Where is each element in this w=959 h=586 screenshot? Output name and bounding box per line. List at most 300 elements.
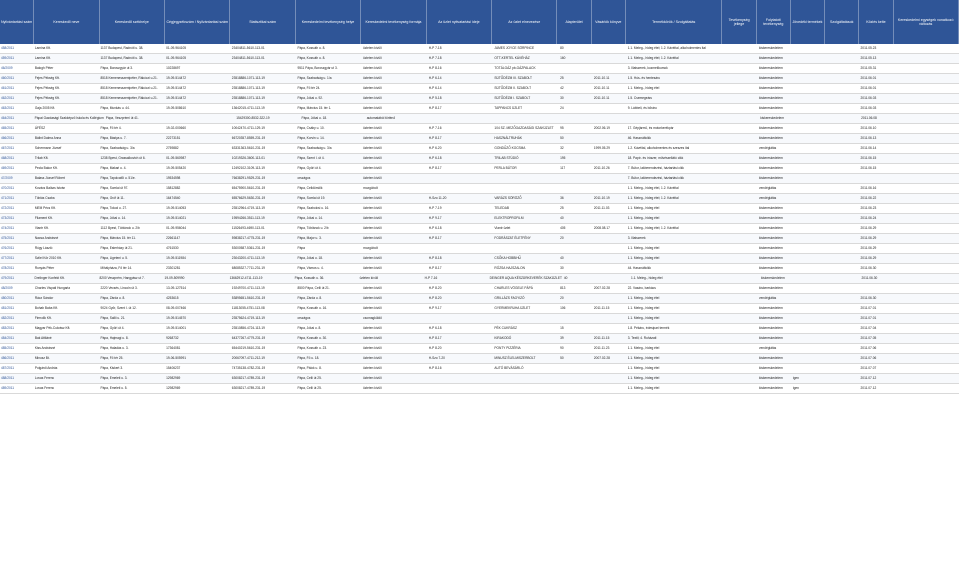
table-cell: Magyar Pék-Cukrász Kft. xyxy=(34,326,71,330)
table-cell: Pápa, Vámos u. 4. xyxy=(297,266,324,270)
table-cell: 1.1. Meleg-, hideg étel xyxy=(627,346,660,350)
table-cell: Pápa, Bástya u. 7. xyxy=(100,136,127,140)
table-cell: üzleten kívüli xyxy=(363,66,382,70)
table-cell xyxy=(893,304,959,313)
table-cell xyxy=(724,354,758,363)
table-cell: Pápa, Celli út 25. xyxy=(297,376,322,380)
column-header: Statisztikai szám xyxy=(230,0,295,44)
table-cell: 2011.06.15 xyxy=(860,166,877,170)
table-cell: 2008.08.17 xyxy=(593,226,610,230)
table-cell xyxy=(724,94,758,103)
table-cell xyxy=(792,164,826,173)
table-cell xyxy=(826,124,860,133)
table-cell xyxy=(827,274,861,283)
table-cell: kiskereskedelem xyxy=(760,116,784,120)
table-cell: H-P 8-18 xyxy=(428,256,442,260)
table-cell: 2011.07.12 xyxy=(860,376,877,380)
table-cell: H-P 8-17 xyxy=(428,236,442,240)
table-cell xyxy=(559,184,593,193)
table-cell xyxy=(724,164,758,173)
table-cell: 90 xyxy=(560,346,564,350)
table-row xyxy=(0,214,959,224)
table-cell xyxy=(894,114,959,123)
table-cell: Schermann József xyxy=(34,146,62,150)
table-cell: 32 xyxy=(560,146,564,150)
table-row xyxy=(0,304,959,314)
table-cell: H-Szo 11-20 xyxy=(428,196,447,200)
table-cell: Bohab Baba Kft. xyxy=(34,306,59,310)
table-cell: JAMES JOYCE SÖRPINCE xyxy=(494,46,535,50)
table-row xyxy=(0,114,959,124)
table-cell: RÓZSA HAJSZALON xyxy=(494,266,525,270)
table-cell xyxy=(724,244,758,253)
table-cell xyxy=(593,184,627,193)
table-cell: Pápa, Tokod u. 27. xyxy=(100,206,128,210)
table-cell: kiskereskedelem xyxy=(759,176,783,180)
table-cell xyxy=(428,384,494,393)
table-cell: MEM Pécs Kft. xyxy=(34,206,56,210)
table-cell: 2007.02.28 xyxy=(593,356,610,360)
table-cell: üzleten kívüli xyxy=(363,266,382,270)
table-cell: 2011.11.03 xyxy=(593,206,610,210)
table-cell xyxy=(792,244,826,253)
table-cell: 23512964-4719-113-19 xyxy=(231,206,265,210)
table-cell: üzleten kívüli xyxy=(363,146,382,150)
table-cell: kiskereskedelem xyxy=(759,356,783,360)
table-cell: 2011.07.06 xyxy=(860,356,877,360)
table-cell xyxy=(792,84,826,93)
table-cell: 2011.06.13 xyxy=(860,136,877,140)
table-cell: AUTÓ BEVÁSÁRLÓ xyxy=(494,366,524,370)
table-cell xyxy=(170,114,235,123)
table-cell: 12492102-3109-113-19 xyxy=(231,166,265,170)
table-cell: 2011.10.19 xyxy=(593,196,610,200)
table-cell xyxy=(792,354,826,363)
table-cell: 2011.05.13 xyxy=(860,56,877,60)
table-cell: 36 xyxy=(560,196,564,200)
table-cell: TOTÁLGÁZ pb-GÁZPALACK xyxy=(494,66,536,70)
table-cell xyxy=(826,174,860,183)
table-cell: 19-09-514053 xyxy=(166,206,186,210)
table-row xyxy=(0,54,959,64)
table-cell: Pápa, Jókai u. 92. xyxy=(297,96,323,100)
table-cell: Fejes Pékség Kft. xyxy=(34,86,60,90)
table-cell xyxy=(724,374,758,383)
table-row xyxy=(0,364,959,374)
table-cell: 20 xyxy=(560,236,564,240)
table-cell xyxy=(893,204,959,213)
table-row xyxy=(0,354,959,364)
table-cell: 2011.07.04 xyxy=(860,326,877,330)
table-cell: Pápa, Jókai u. 8. xyxy=(297,326,322,330)
table-cell: Pápa, Kossuth u. 8. xyxy=(297,46,326,50)
table-cell xyxy=(724,84,758,93)
table-cell xyxy=(629,114,726,123)
table-cell: 16474540 xyxy=(166,196,181,200)
table-cell: kiskereskedelem xyxy=(759,156,783,160)
table-cell: 459/2011 xyxy=(1,56,15,60)
table-cell xyxy=(724,264,758,273)
table-cell: 10228697 xyxy=(166,66,181,70)
table-cell xyxy=(894,274,959,283)
table-cell: Charles Vispati Hungaria xyxy=(34,286,71,290)
table-cell: H-P 7-18 xyxy=(428,56,442,60)
table-cell: Fejes Pékség Kft. xyxy=(34,76,60,80)
table-cell: OTT-KERTEL KÁVÉHÁZ xyxy=(494,56,530,60)
table-cell: 1.1. Meleg-, hideg étel xyxy=(627,246,660,250)
table-cell: üzleten kívüli xyxy=(363,336,382,340)
table-cell: Pápa, Szabolcsi u. 16. xyxy=(297,206,330,210)
table-cell: Pápa, Celli út 25. xyxy=(297,386,322,390)
table-row xyxy=(0,274,959,284)
table-cell: 19-09-505420 xyxy=(166,166,186,170)
table-cell xyxy=(724,384,758,393)
table-cell: Pápa, Március 15. tér 1. xyxy=(297,106,332,110)
table-cell: 18. Papír- és írószer, művészellátó cikk xyxy=(627,156,684,160)
table-cell: 487/2011 xyxy=(1,366,15,370)
table-cell: 17364081 xyxy=(166,346,181,350)
table-cell: 39 xyxy=(560,336,564,340)
table-cell: 2011.06.16 xyxy=(860,186,877,190)
table-cell xyxy=(724,184,758,193)
table-cell xyxy=(428,184,494,193)
table-cell xyxy=(792,314,826,323)
table-cell: üzleten kívüli xyxy=(363,386,382,390)
table-cell: 405 xyxy=(560,226,566,230)
table-cell xyxy=(593,54,627,63)
table-cell: 2011.06.29 xyxy=(860,246,877,250)
table-cell xyxy=(724,364,758,373)
table-cell xyxy=(826,194,860,203)
table-cell xyxy=(792,204,826,213)
table-cell: H-P 6-14 xyxy=(428,86,442,90)
table-cell: 19594266-3511-113-19 xyxy=(231,216,265,220)
table-cell: 1999.05.29 xyxy=(593,146,610,150)
table-cell xyxy=(893,94,959,103)
table-cell: 40 xyxy=(563,276,568,280)
table-row xyxy=(0,94,959,104)
table-cell: üzleten kívüli xyxy=(363,196,382,200)
table-cell xyxy=(792,344,826,353)
table-cell: 23575624-4719-113-19 xyxy=(231,316,265,320)
table-cell xyxy=(496,114,561,123)
table-cell xyxy=(860,284,894,293)
table-cell: 65475900-5610-231-19 xyxy=(231,186,266,190)
table-cell: 2011.10.26 xyxy=(593,166,610,170)
table-cell: kiskereskedelem xyxy=(759,96,783,100)
table-cell: 468/2011 xyxy=(1,156,15,160)
table-cell: Lovas Ferenc xyxy=(34,386,55,390)
table-row xyxy=(0,184,959,194)
table-cell: Pápa, Győri út 4. xyxy=(100,326,125,330)
table-row xyxy=(0,134,959,144)
table-cell xyxy=(593,244,627,253)
table-cell xyxy=(593,374,627,383)
table-cell: 483/2011 xyxy=(1,326,15,330)
table-cell: 66720357-8559-231-19 xyxy=(231,136,266,140)
table-cell: kiskereskedelem xyxy=(759,366,783,370)
table-cell: VARÁZS SÖRÖZŐ xyxy=(494,196,522,200)
column-header: Vásárlók könyve xyxy=(592,0,626,44)
column-header: Termékkörök / Szolgáltatás xyxy=(626,0,723,44)
table-cell: Pápa, Fő tér 24. xyxy=(297,86,321,90)
table-cell xyxy=(893,384,959,393)
table-cell: 3. Illatszerek, kozmetikumok xyxy=(627,66,668,70)
table-cell: üzleten kívüli xyxy=(363,376,382,380)
table-cell: Pápa, Fő tér 25. xyxy=(100,356,124,360)
table-cell xyxy=(724,194,758,203)
table-cell: 13-09-127514 xyxy=(166,286,186,290)
table-cell: 1137 Budapest, Radnóti u. 38. xyxy=(100,46,144,50)
table-cell: 24 xyxy=(560,106,564,110)
table-cell: 13662912-4711-113-19 xyxy=(229,276,263,280)
table-cell: 23404811-5610-113-01 xyxy=(231,46,265,50)
table-cell xyxy=(792,154,826,163)
table-cell: 813 xyxy=(560,286,566,290)
table-cell xyxy=(893,244,959,253)
table-cell: vendéglátás xyxy=(759,296,777,300)
table-cell xyxy=(792,44,826,53)
table-cell: 15812882 xyxy=(166,186,181,190)
table-cell xyxy=(893,124,959,133)
table-cell: 2011.07.07 xyxy=(860,366,877,370)
table-cell: Pápa, Tapolcafői u. 51/e. xyxy=(100,176,136,180)
table-cell xyxy=(428,314,494,323)
table-cell xyxy=(593,324,627,333)
table-cell: DEINGER AQUA KÉSZÜRKEVERÉK SZAKÜZLET xyxy=(489,276,562,280)
table-cell xyxy=(595,114,629,123)
table-row xyxy=(0,204,959,214)
table-cell: Trilab Kft. xyxy=(34,156,49,160)
table-cell: PONTY PIZZÉRIA xyxy=(494,346,521,350)
table-cell: 3. Illatszerek xyxy=(627,236,646,240)
table-cell xyxy=(893,234,959,243)
table-cell: 17. Gépjármű, és motorkerékpár xyxy=(627,126,674,130)
table-cell: kiskereskedelem xyxy=(759,66,783,70)
column-header: Az üzlet elnevezése xyxy=(492,0,557,44)
table-cell xyxy=(893,64,959,73)
table-row xyxy=(0,334,959,344)
table-cell xyxy=(826,224,860,233)
table-cell xyxy=(428,174,494,183)
table-cell: 25 xyxy=(560,76,564,80)
table-cell: országos xyxy=(297,176,311,180)
table-cell xyxy=(893,364,959,373)
table-cell xyxy=(893,334,959,343)
table-cell xyxy=(231,64,297,73)
table-cell: ELEKTROPROFILM xyxy=(494,216,524,220)
table-cell: üzleten kívüli xyxy=(363,256,382,260)
table-cell: üzleten kívüli xyxy=(363,206,382,210)
table-cell xyxy=(724,344,758,353)
table-cell: H-P 8-20 xyxy=(428,286,442,290)
table-cell: 63008217-4789-231-19 xyxy=(231,376,266,380)
table-cell: 485/2011 xyxy=(1,346,15,350)
table-cell: 2011.07.01 xyxy=(860,316,877,320)
table-cell: 19-09-508610 xyxy=(166,106,186,110)
table-cell: Kiss Andrásné xyxy=(34,346,56,350)
table-cell: Pápa, Somlai út 19. xyxy=(297,196,326,200)
table-cell: 47/2009 xyxy=(1,176,13,180)
table-cell: 195 xyxy=(560,156,566,160)
table-cell: kiskereskedelem xyxy=(759,226,783,230)
table-cell: CHARLES VÖGELE PÁPÁ xyxy=(494,286,533,290)
table-cell: 2011.06.29 xyxy=(860,226,877,230)
table-cell: kiskereskedelem xyxy=(759,286,783,290)
table-cell: MINUSZ ÉLELMISZERBOLT xyxy=(494,356,536,360)
table-row xyxy=(0,284,959,294)
table-cell: H-P 9-17 xyxy=(428,216,442,220)
table-cell: 19-06-505991 xyxy=(166,356,186,360)
table-cell: Pápa, Szabadság u. 3/a xyxy=(100,146,135,150)
table-cell: 2011.07.05 xyxy=(860,336,877,340)
table-cell: 466/2011 xyxy=(1,136,15,140)
table-cell xyxy=(724,44,758,53)
table-cell: Rúgy László xyxy=(34,246,53,250)
table-cell: 53000587-5361-231-19 xyxy=(231,246,266,250)
table-cell: H-P 8-16 xyxy=(428,366,442,370)
table-cell: 9024 Győr, Szent I. út 12. xyxy=(100,306,137,310)
table-cell: 50 xyxy=(560,136,564,140)
table-cell: 10219326-3600-113-01 xyxy=(231,156,265,160)
table-cell: 40 xyxy=(560,216,564,220)
table-cell: H-P 7-18 xyxy=(428,46,442,50)
table-cell: üzleten kívüli xyxy=(363,216,382,220)
table-cell: 1.5. Csemegeáru xyxy=(627,96,653,100)
table-cell: kiskereskedelem xyxy=(759,136,783,140)
table-cell xyxy=(893,184,959,193)
table-cell xyxy=(561,114,595,123)
table-cell: üzleten kívüli xyxy=(363,56,382,60)
table-cell: H-P 6-20 xyxy=(428,146,442,150)
table-cell: 19249700-4711-113-19 xyxy=(231,286,265,290)
table-cell: TRILAB STÚDIÓ xyxy=(494,156,519,160)
table-cell: üzleten kívüli xyxy=(363,356,382,360)
table-cell: 1.1. Meleg-, hideg étel xyxy=(627,386,660,390)
table-cell: kiskereskedelem xyxy=(759,316,783,320)
table-cell xyxy=(826,74,860,83)
column-header: Kereskedő székhelye xyxy=(100,0,165,44)
table-cell: 19-09-514472 xyxy=(166,96,186,100)
table-cell xyxy=(893,214,959,223)
table-cell: 473/2011 xyxy=(1,216,15,220)
table-cell: 8500 Pápa, Celli út 21. xyxy=(297,286,330,290)
table-cell: 2011.10.11 xyxy=(593,86,610,90)
table-cell: 464/2011 xyxy=(1,116,15,120)
table-cell xyxy=(493,374,559,383)
table-cell: H-P 8-16 xyxy=(428,66,442,70)
table-cell: Pápa, Kossuth u. 23. xyxy=(297,346,328,350)
table-cell xyxy=(826,254,860,263)
table-cell xyxy=(593,234,627,243)
table-cell: 481/2011 xyxy=(1,306,15,310)
table-cell: 23404811-5610-113-01 xyxy=(231,56,265,60)
column-header: Kereskedő neve xyxy=(34,0,99,44)
table-cell xyxy=(826,154,860,163)
table-cell: 1.1. Meleg-, hideg étel xyxy=(627,316,660,320)
table-cell xyxy=(792,94,826,103)
column-header: Jövedéki termékek xyxy=(791,0,825,44)
table-cell: 2011.06.03 xyxy=(860,96,877,100)
table-cell xyxy=(826,264,860,273)
table-cell xyxy=(893,294,959,303)
table-cell: Nacsa Andrásné xyxy=(34,236,59,240)
table-cell xyxy=(593,174,627,183)
table-cell xyxy=(893,264,959,273)
table-cell xyxy=(593,264,627,273)
table-cell xyxy=(559,174,593,183)
table-cell xyxy=(792,104,826,113)
table-row xyxy=(0,174,959,184)
table-cell: 20 xyxy=(560,296,564,300)
table-cell xyxy=(724,144,758,153)
table-cell: 2011.06.08 xyxy=(861,116,877,120)
table-cell: 1.1. Meleg-, hideg étel xyxy=(627,366,660,370)
table-cell xyxy=(826,184,860,193)
table-cell xyxy=(893,44,959,53)
table-cell xyxy=(724,284,758,293)
table-cell: vendéglátás xyxy=(759,186,777,190)
table-cell: vendéglátás xyxy=(759,146,777,150)
table-cell: 19-02-000660 xyxy=(166,126,186,130)
table-cell: Lamina Kft. xyxy=(34,46,51,50)
table-cell xyxy=(559,384,593,393)
table-cell: vendéglátás xyxy=(759,196,777,200)
table-cell: TAPPANCS ÜZLET xyxy=(494,106,523,110)
table-cell xyxy=(860,174,894,183)
table-cell: 2220 Vecsés, Lincoln út 3. xyxy=(100,286,138,290)
table-cell xyxy=(559,374,593,383)
table-cell: 65440219-5610-231-19 xyxy=(231,346,266,350)
table-row xyxy=(0,164,959,174)
column-header: Közlés kelte xyxy=(859,0,893,44)
table-cell: 15 xyxy=(560,326,564,330)
column-header: Cégjegyzékszám / Nyilvántartási szám xyxy=(165,0,230,44)
table-cell: 4761530 xyxy=(166,246,179,250)
table-cell xyxy=(792,64,826,73)
table-cell: H-P 8-17 xyxy=(428,106,442,110)
column-header: Az üzlet nyitvatartási ideje xyxy=(427,0,492,44)
table-cell: Bálint Dalma Anna xyxy=(34,136,62,140)
table-cell: FODRÁSZAT ÉLETFÉNY xyxy=(494,236,531,240)
table-row xyxy=(0,294,959,304)
table-cell: 1.1. Meleg-, hideg étel; 1.2. Kávéital xyxy=(627,196,679,200)
table-cell: H-P 8-20 xyxy=(428,346,442,350)
table-cell: üzleten kívüli xyxy=(363,86,382,90)
table-cell: kiskereskedelem xyxy=(759,326,783,330)
table-cell: Pápa, Esterházy út 21. xyxy=(100,246,133,250)
table-cell: Balass József Róbert xyxy=(34,176,65,180)
table-cell: 11813055-4751-113-08 xyxy=(231,306,265,310)
table-cell xyxy=(826,344,860,353)
table-cell xyxy=(893,224,959,233)
table-cell: üzleten kívüli xyxy=(363,286,382,290)
table-cell: Pápa, Veszprémi út 41. xyxy=(105,116,139,120)
table-row xyxy=(0,314,959,324)
table-cell: 489/2011 xyxy=(1,386,15,390)
table-cell xyxy=(493,184,559,193)
table-cell xyxy=(593,214,627,223)
table-cell: Pápa, Korvin u. 14. xyxy=(297,136,325,140)
table-cell: Lamina Kft. xyxy=(34,56,51,60)
table-cell: 19-09-514472 xyxy=(166,76,186,80)
table-cell: 470/2011 xyxy=(1,186,15,190)
table-cell: 2011.06.14 xyxy=(860,146,877,150)
table-cell xyxy=(559,364,593,373)
table-header xyxy=(0,0,959,44)
table-cell: üzleten kívüli xyxy=(363,296,382,300)
table-cell: 15406237 xyxy=(166,366,181,370)
